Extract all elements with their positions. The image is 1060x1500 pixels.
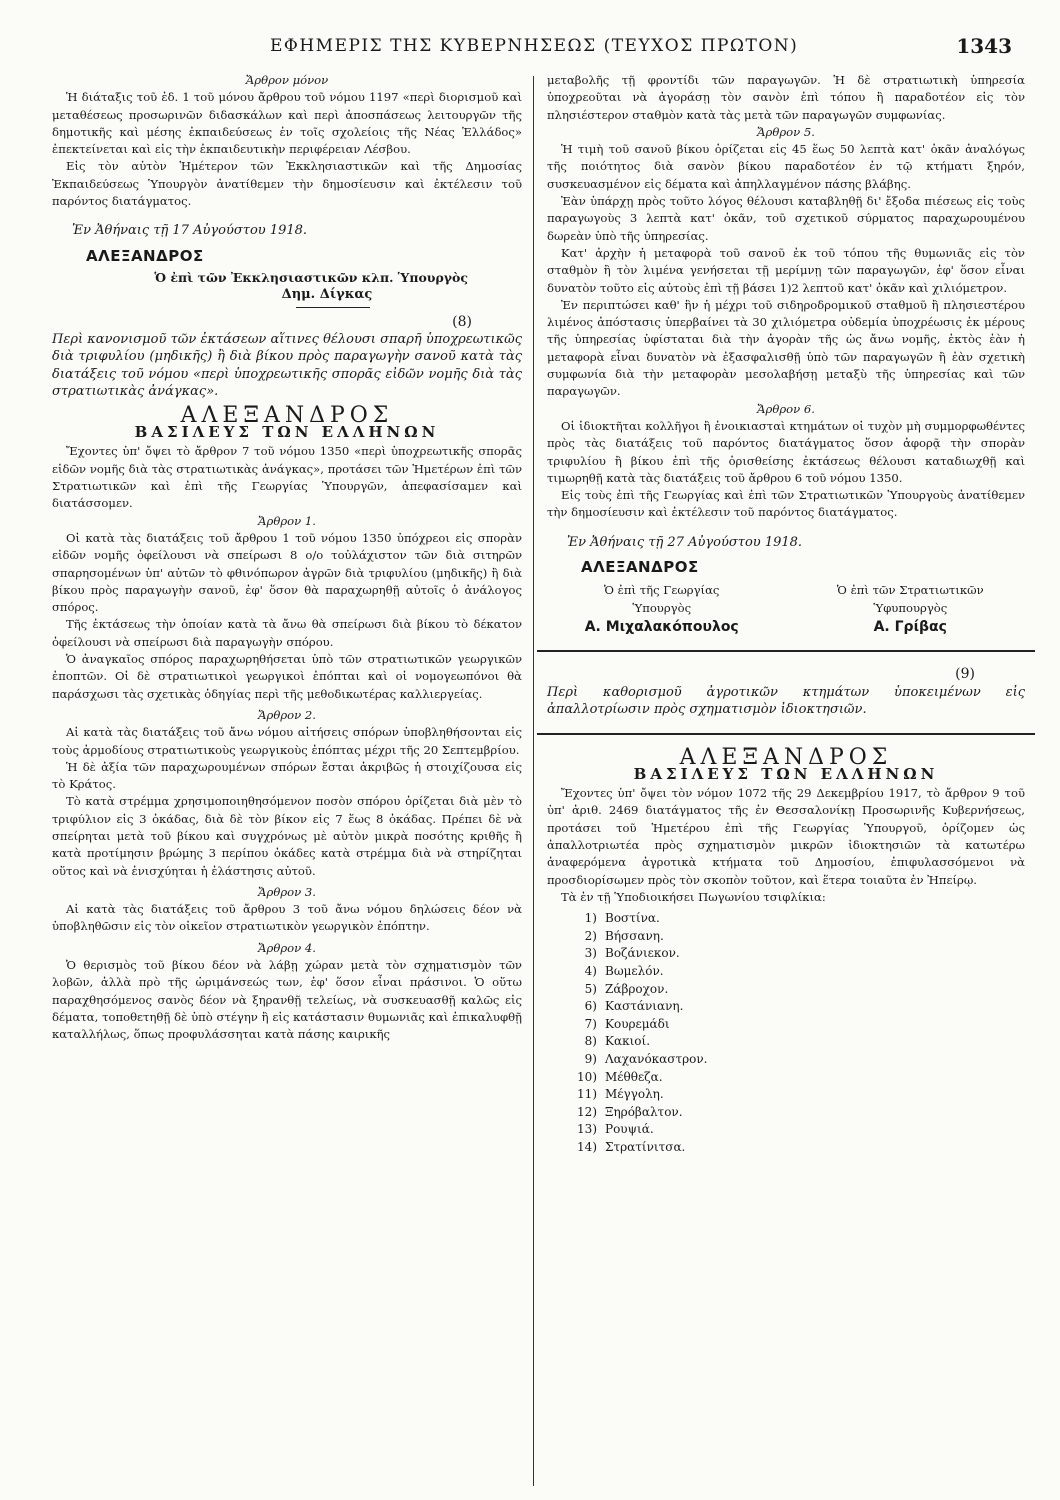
list-item bbox=[547, 945, 1025, 963]
article-heading: Ἄρθρον μόνον bbox=[245, 73, 329, 87]
paragraph: Ἡ τιμὴ τοῦ σανοῦ βίκου ὁρίζεται εἰς 45 ἕως 50 λεπτὰ κατ' ὀκᾶν ἀναλόγως τῆς ποιότητος διὰ σανὸν βίκου παραδοτέον ἐν τῷ κτήματι ξηρόν, συσκευασμένον εἰς δέματα καὶ ἀπηλλαγμένον πάσης βλάβης. bbox=[547, 142, 1025, 191]
preamble: Ἔχοντες ὑπ' ὄψει τὸ ἄρθρον 7 τοῦ νόμου 1350 «περὶ ὑποχρεωτικῆς σπορᾶς εἰδῶν νομῆς διὰ τὰς στρατιωτικὰς ἀνάγκας», προτάσει τῶν Ἡμετέρων ἐπὶ τῶν Στρατιωτικῶν καὶ ἐπὶ τῆς Γεωργίας Ὑπουργῶν, ἀπεφασίσαμεν καὶ διατάσσομεν. bbox=[52, 444, 522, 511]
article-heading: Ἄρθρον 2. bbox=[258, 707, 316, 722]
article-heading: Ἄρθρον 4. bbox=[258, 940, 316, 955]
list-item-number: 13) bbox=[577, 1122, 597, 1137]
paragraph: Εἰς τὸν αὐτὸν Ἡμέτερον τῶν Ἐκκλησιαστικῶν καὶ τῆς Δημοσίας Ἐκπαιδεύσεως Ὑπουργὸν ἀνατίθεμεν τὴν δημοσίευσιν καὶ ἐκτέλεσιν τοῦ παρόντος διατάγματος. bbox=[52, 159, 522, 209]
list-item bbox=[547, 1033, 1025, 1051]
running-title: ΕΦΗΜΕΡΙΣ ΤΗΣ ΚΥΒΕΡΝΗΣΕΩΣ (ΤΕΥΧΟΣ ΠΡΩΤΟΝ) bbox=[270, 36, 799, 56]
list-item-number: 5) bbox=[584, 981, 597, 996]
list-item-number: 10) bbox=[577, 1069, 597, 1084]
article-heading: Ἄρθρον 5. bbox=[757, 124, 815, 139]
article-heading: Ἄρθρον 1. bbox=[258, 513, 316, 528]
king-heading: ΑΛΕΞΑΝΔΡΟΣ bbox=[679, 744, 893, 770]
paragraph: Ἡ δὲ ἀξία τῶν παραχωρουμένων σπόρων ἔσται ἀκριβῶς ἡ στοιχίζουσα εἰς τὸ Κράτος. bbox=[52, 759, 522, 792]
signature-left bbox=[547, 582, 776, 636]
article-heading: Ἄρθρον 6. bbox=[757, 401, 815, 416]
section-separator bbox=[537, 733, 1035, 735]
decree-number: (9) bbox=[955, 666, 975, 683]
list-item-text: Βοστίνα. bbox=[605, 911, 660, 926]
paragraph: Αἱ κατὰ τὰς διατάξεις τοῦ ἄρθρου 3 τοῦ ἄνω νόμου δηλώσεις δέον νὰ ὑποβληθῶσιν εἰς τὸν οἰκεῖον στρατιωτικὸν γεωργικὸν ἐπόπτην. bbox=[52, 902, 522, 934]
list-item-number: 9) bbox=[584, 1051, 597, 1066]
signature-right bbox=[796, 582, 1025, 636]
signature-name: Α. Γρίβας bbox=[873, 618, 947, 635]
list-item bbox=[547, 1086, 1025, 1104]
list-item bbox=[547, 1121, 1025, 1139]
estate-list bbox=[547, 910, 1025, 1156]
right-column bbox=[547, 72, 1025, 1156]
paragraph: Αἱ κατὰ τὰς διατάξεις τοῦ ἄνω νόμου αἰτήσεις σπόρων ὑποβληθήσονται εἰς τοὺς ἁρμοδίους στρατιωτικοὺς γεωργικοὺς ἐπόπτας μέχρι τῆς 20 Σεπτεμβρίου. bbox=[52, 725, 522, 757]
list-item-number: 12) bbox=[577, 1104, 597, 1119]
list-item bbox=[547, 998, 1025, 1016]
paragraph: Ὁ ἀναγκαῖος σπόρος παραχωρηθήσεται ὑπὸ τῶν στρατιωτικῶν γεωργικῶν ἐποπτῶν. Οἱ δὲ στρατιωτικοὶ γεωργικοὶ ἐπόπται καὶ οἱ νομογεωπόνοι θὰ παράσχωσι τὰς σχετικὰς ὁδηγίας περὶ τῆς μεθοδικωτέρας καλλιεργείας. bbox=[52, 652, 522, 701]
list-item-number: 8) bbox=[584, 1034, 597, 1049]
king-signature: ΑΛΕΞΑΝΔΡΟΣ bbox=[581, 558, 699, 577]
list-item-number: 3) bbox=[584, 946, 597, 961]
list-item bbox=[547, 910, 1025, 928]
list-item-text: Βήσσανη. bbox=[605, 928, 664, 943]
list-item-number: 7) bbox=[584, 1016, 597, 1031]
signature-role: Ὑφυπουργὸς bbox=[873, 600, 948, 615]
paragraph: Εἰς τοὺς ἐπὶ τῆς Γεωργίας καὶ ἐπὶ τῶν Στρατιωτικῶν Ὑπουργοὺς ἀνατίθεμεν τὴν δημοσίευσιν καὶ ἐκτέλεσιν τοῦ παρόντος διατάγματος. bbox=[547, 488, 1025, 520]
paragraph: Οἱ κατὰ τὰς διατάξεις τοῦ ἄρθρου 1 τοῦ νόμου 1350 ὑπόχρεοι εἰς σπορὰν εἰδῶν νομῆς ὀφείλουσι νὰ σπείρωσι 8 ο/ο τοὐλάχιστον τῶν διὰ σιτηρῶν σπαρησομένων ὑπ' αὐτῶν τὸ φθινόπωρον ἀγρῶν διὰ τριφυλίου (μηδικῆς) ἢ διὰ βίκου πρὸς παραγωγὴν σανοῦ, ἐφ' ὅσον θὰ παραχωρηθῇ αὐτοῖς ὁ ἀνάλογος σπόρος. bbox=[52, 530, 522, 615]
list-item-text: Βοζάνιεκον. bbox=[605, 946, 680, 961]
list-item-text: Στρατίνιτσα. bbox=[605, 1139, 686, 1154]
page-header bbox=[0, 36, 1060, 66]
minister-signatures bbox=[547, 582, 1025, 636]
list-item-text: Βωμελόν. bbox=[605, 963, 664, 978]
list-item-text: Ρουψιά. bbox=[605, 1122, 654, 1137]
column-divider bbox=[533, 76, 534, 1486]
left-column bbox=[52, 72, 522, 1044]
list-item-number: 1) bbox=[584, 911, 597, 926]
paragraph: Ἡ διάταξις τοῦ ἐδ. 1 τοῦ μόνου ἄρθρου τοῦ νόμου 1197 «περὶ διορισμοῦ καὶ μεταθέσεως προσωρινῶν διδασκάλων καὶ περὶ ἀποσπάσεως λειτουργῶν τῆς δημοτικῆς καὶ μέσης ἐκπαιδεύσεως ἐν τοῖς σχολείοις τῆς Νέας Ἑλλάδος» ἐπεκτείνεται καὶ εἰς τὴν ἐκπαιδευτικὴν περιφέρειαν Λέσβου. bbox=[52, 90, 522, 157]
minister-name: Δημ. Δίγκας bbox=[281, 287, 373, 303]
section-separator bbox=[537, 650, 1035, 652]
paragraph: μεταβολῆς τῇ φροντίδι τῶν παραγωγῶν. Ἡ δὲ στρατιωτικὴ ὑπηρεσία ὑποχρεοῦται νὰ ἀγοράσῃ τὸν σανὸν ἐπὶ τόπου ἢ παραδοτέον εἰς τὸν πλησιέστερον σταθμὸν κατὰ τὰς μετὰ τῶν παραγωγῶν συμφωνίας. bbox=[547, 73, 1025, 122]
paragraph: Ὁ θερισμὸς τοῦ βίκου δέον νὰ λάβῃ χώραν μετὰ τὸν σχηματισμὸν τῶν λοβῶν, ἀλλὰ πρὸ τῆς ὡριμάνσεώς των, ἐφ' ὅσον εἶναι πράσινοι. Ὁ οὕτω παραχθησόμενος σανὸς δέον νὰ ξηρανθῇ τελείως, νὰ συσκευασθῇ καλῶς εἰς δέματα, τοποθετηθῇ δὲ ὑπὸ στέγην ἢ εἰς κατάστασιν θυμωνιᾶς καὶ ἐπικαλυφθῇ καταλλήλως, ὅπως προφυλάσσηται κατὰ πάσης καιρικῆς bbox=[52, 958, 522, 1042]
paragraph: Ἐὰν ὑπάρχῃ πρὸς τοῦτο λόγος θέλουσι καταβληθῇ δι' ἔξοδα πιέσεως εἰς τοὺς παραγωγοὺς 3 λεπτὰ κατ' ὀκᾶν, τοῦ σχετικοῦ σύρματος παραχωρουμένου δωρεὰν ὑπὸ τῆς ὑπηρεσίας. bbox=[547, 194, 1025, 243]
decree-title: Περὶ κανονισμοῦ τῶν ἐκτάσεων αἵτινες θέλουσι σπαρῆ ὑποχρεωτικῶς διὰ τριφυλίου (μηδικῆς) ἢ διὰ βίκου πρὸς παραγωγὴν σανοῦ κατὰ τὰς διατάξεις τοῦ νόμου «περὶ ὑποχρεωτικῆς σπορᾶς εἰδῶν νομῆς διὰ τὰς στρατιωτικὰς ἀνάγκας». bbox=[52, 331, 522, 400]
paragraph: Τῆς ἐκτάσεως τὴν ὁποίαν κατὰ τὰ ἄνω θὰ σπείρωσι διὰ βίκου τὸ δέκατον ὀφείλουσι νὰ σπείρωσι διὰ παραγωγὴν σπόρου. bbox=[52, 617, 522, 649]
list-item bbox=[547, 1051, 1025, 1069]
decree-title: Περὶ καθορισμοῦ ἀγροτικῶν κτημάτων ὑποκειμένων εἰς ἀπαλλοτρίωσιν πρὸς σχηματισμὸν ἰδιοκτησιῶν. bbox=[547, 684, 1025, 717]
list-item-text: Ζάβροχον. bbox=[605, 981, 669, 996]
list-item-number: 2) bbox=[584, 928, 597, 943]
paragraph: Ἐν περιπτώσει καθ' ἣν ἡ μέχρι τοῦ σιδηροδρομικοῦ σταθμοῦ ἢ πλησιεστέρου λιμένος ἀπόστασις ὑπερβαίνει τὰ 30 χιλιόμετρα οὐδεμία ὑποχρέωσις ἐκ μέρους τῆς ὑπηρεσίας ὑφίσταται διὰ τὴν ἀγορὰν τῆς ὡς ἄνω νομῆς, ἐκτὸς ἐὰν ἡ μεταφορὰ εἶναι δυνατὸν νὰ ἐξασφαλισθῇ ὑπὸ τῶν παραγωγῶν ἢ ἐὰν σχετικὴ συμφωνία διὰ τὴν μεταφορὰν μεσολαβήσῃ μεταξὺ τῆς ὑπηρεσίας καὶ τῶν παραγωγῶν. bbox=[547, 297, 1025, 399]
list-item-text: Λαχανόκαστρον. bbox=[605, 1051, 708, 1066]
list-item-text: Μέγγολη. bbox=[605, 1087, 664, 1102]
list-item-number: 4) bbox=[584, 963, 597, 978]
king-heading: ΑΛΕΞΑΝΔΡΟΣ bbox=[180, 402, 394, 428]
list-item-text: Ξηρόβαλτον. bbox=[605, 1104, 683, 1119]
paragraph: Κατ' ἀρχὴν ἡ μεταφορὰ τοῦ σανοῦ ἐκ τοῦ τόπου τῆς θυμωνιᾶς εἰς τὸν σταθμὸν ἢ τὸν λιμένα γενήσεται τῇ μερίμνῃ τῶν παραγωγῶν, ἐφ' ὅσον εἶναι δυνατὸν τοῦτο εἰς αὐτοὺς ἐπὶ τῇ βάσει 1)2 λεπτοῦ κατ' ὀκᾶν καὶ χιλιόμετρον. bbox=[547, 245, 1025, 295]
list-item-number: 11) bbox=[577, 1087, 597, 1102]
page-number: 1343 bbox=[956, 34, 1012, 58]
minister-role: Ὁ ἐπὶ τῶν Ἐκκλησιαστικῶν κλπ. Ὑπουργὸς bbox=[154, 269, 468, 285]
list-item bbox=[547, 963, 1025, 981]
signature-role: Ὁ ἐπὶ τῶν Στρατιωτικῶν bbox=[836, 583, 984, 598]
list-item bbox=[547, 1069, 1025, 1087]
list-intro: Τὰ ἐν τῇ Ὑποδιοικήσει Πωγωνίου τσιφλίκια: bbox=[561, 889, 826, 904]
king-subheading: ΒΑΣΙΛΕΥΣ ΤΩΝ ΕΛΛΗΝΩΝ bbox=[633, 764, 939, 783]
list-item-text: Μέθθεζα. bbox=[605, 1069, 663, 1084]
article-heading: Ἄρθρον 3. bbox=[258, 884, 316, 899]
list-item-text: Κουρεμάδι bbox=[605, 1016, 670, 1031]
list-item bbox=[547, 1016, 1025, 1034]
preamble: Ἔχοντες ὑπ' ὄψει τὸν νόμον 1072 τῆς 29 Δεκεμβρίου 1917, τὸ ἄρθρον 9 τοῦ ὑπ' ἀριθ. 2469 διατάγματος τῆς ἐν Θεσσαλονίκῃ Προσωρινῆς Κυβερνήσεως, προτάσει τοῦ Ἡμετέρου ἐπὶ τῆς Γεωργίας Ὑπουργοῦ, ὁρίζομεν ὡς ἀπαλλοτριωτέα πρὸς σχηματισμὸν μικρῶν ἰδιοκτησιῶν τὰ κατωτέρω ἀναφερόμενα ἀγροτικὰ κτήματα τοῦ Δημοσίου, ἐπιφυλασσόμενοι νὰ προσδιορίσωμεν πρὸς τὸν σκοπὸν τοῦτον, καὶ ἕτερα τοιαῦτα ἐν Ἠπείρῳ. bbox=[547, 786, 1025, 887]
signature-name: Α. Μιχαλακόπουλος bbox=[584, 618, 739, 635]
paragraph: Τὸ κατὰ στρέμμα χρησιμοποιηθησόμενον ποσὸν σπόρου ὁρίζεται διὰ μὲν τὸ τριφύλιον εἰς 3 ὀκάδας, διὰ δὲ τὸν βίκον εἰς 7 ἕως 8 ὀκάδας. Πρέπει δὲ νὰ σπείρηται μετὰ τοῦ βίκου καὶ συγχρόνως μὲ αὐτὸν μικρὰ ποσότης κριθῆς ἢ κατὰ προτίμησιν βρώμης 3 περίπου ὀκάδες κατὰ στρέμμα διὰ νὰ στηρίζηται οὕτος καὶ νὰ ἐνισχύηται ἡ ἐλάστησις αὐτοῦ. bbox=[52, 794, 522, 878]
signature-role: Ὑπουργὸς bbox=[632, 600, 692, 615]
list-item bbox=[547, 928, 1025, 946]
list-item bbox=[547, 981, 1025, 999]
list-item-number: 14) bbox=[577, 1139, 597, 1154]
king-subheading: ΒΑΣΙΛΕΥΣ ΤΩΝ ΕΛΛΗΝΩΝ bbox=[134, 423, 440, 442]
decree-date: Ἐν Ἀθήναις τῇ 27 Αὐγούστου 1918. bbox=[567, 534, 803, 550]
king-signature: ΑΛΕΞΑΝΔΡΟΣ bbox=[86, 246, 204, 265]
list-item-text: Κακιοί. bbox=[605, 1034, 651, 1049]
short-rule bbox=[296, 307, 370, 308]
list-item bbox=[547, 1104, 1025, 1122]
signature-role: Ὁ ἐπὶ τῆς Γεωργίας bbox=[604, 583, 720, 598]
list-item-text: Καστάνιανη. bbox=[605, 999, 684, 1014]
paragraph: Οἱ ἰδιοκτῆται κολλῆγοι ἢ ἐνοικιασταὶ κτημάτων οἱ τυχὸν μὴ συμμορφωθέντες πρὸς τὰς διατάξεις τοῦ παρόντος διατάγματος ὅσον ἀφορᾷ τὴν σπορὰν τριφυλίου ἢ βίκου ἐπὶ τῆς ὁρισθείσης ἐκτάσεως θέλουσι καταδιωχθῇ καὶ τιμωρηθῇ κατὰ τὰς διατάξεις τοῦ ἄρθρου 6 τοῦ νόμου 1350. bbox=[547, 418, 1025, 485]
list-item bbox=[547, 1139, 1025, 1157]
decree-date: Ἐν Ἀθήναις τῇ 17 Αὐγούστου 1918. bbox=[72, 223, 308, 239]
decree-number: (8) bbox=[452, 313, 472, 330]
list-item-number: 6) bbox=[584, 999, 597, 1014]
